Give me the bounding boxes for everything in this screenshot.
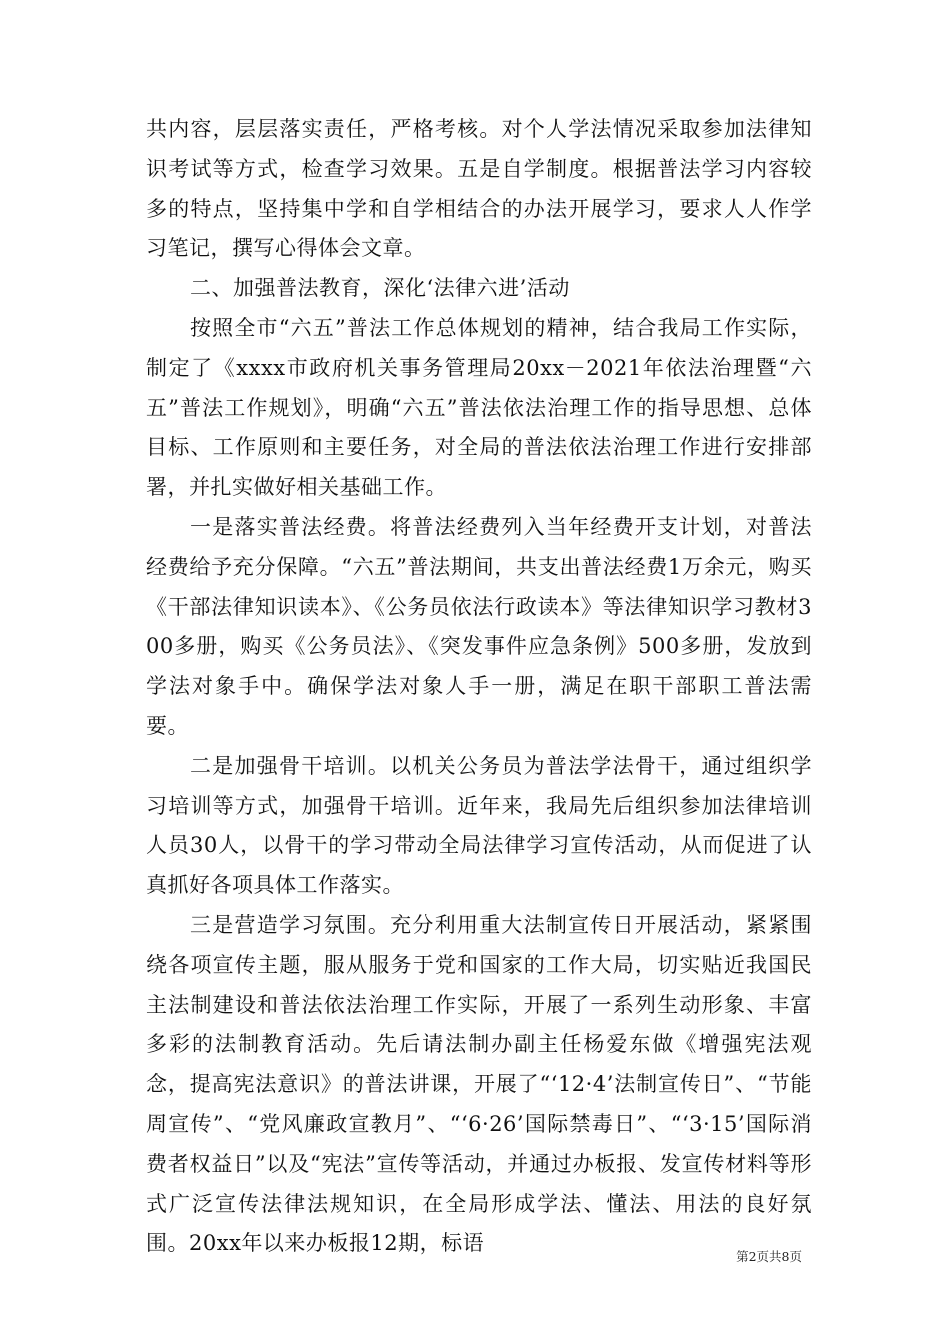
paragraph-funding: 一是落实普法经费。将普法经费列入当年经费开支计划，对普法经费给予充分保障。“六五”普法期间，共支出普法经费1万余元，购买《干部法律知识读本》、《公务员依法行政读本》等法律知识学习教材300多册，购买《公务员法》、《突发事件应急条例》500多册，发放到学法对象手中。确保学法对象人手一册，满足在职干部职工普法需要。 bbox=[146, 514, 812, 738]
paragraph-continuation: 共内容，层层落实责任，严格考核。对个人学法情况采取参加法律知识考试等方式，检查学习效果。五是自学制度。根据普法学习内容较多的特点，坚持集中学和自学相结合的办法开展学习，要求人人作学习笔记，撰写心得体会文章。 bbox=[146, 117, 812, 261]
paragraph-atmosphere: 三是营造学习氛围。充分利用重大法制宣传日开展活动，紧紧围绕各项宣传主题，服从服务于党和国家的工作大局，切实贴近我国民主法制建设和普法依法治理工作实际，开展了一系列生动形象、丰富多彩的法制教育活动。先后请法制办副主任杨爱东做《增强宪法观念，提高宪法意识》的普法讲课，开展了“‘12·4’法制宣传日”、“节能周宣传”、“党风廉政宣教月”、“‘6·26’国际禁毒日”、“‘3·15’国际消费者权益日”以及“宪法”宣传等活动，并通过办板报、发宣传材料等形式广泛宣传法律法规知识，在全局形成学法、懂法、用法的良好氛围。20xx年以来办板报12期，标语 bbox=[146, 912, 812, 1256]
paragraph-planning: 按照全市“六五”普法工作总体规划的精神，结合我局工作实际，制定了《xxxx市政府机关事务管理局20xx－2021年依法治理暨“六五”普法工作规划》，明确“六五”普法依法治理工作的指导思想、总体目标、工作原则和主要任务，对全局的普法依法治理工作进行安排部署，并扎实做好相关基础工作。 bbox=[146, 315, 812, 500]
paragraph-training: 二是加强骨干培训。以机关公务员为普法学法骨干，通过组织学习培训等方式，加强骨干培训。近年来，我局先后组织参加法律培训人员30人，以骨干的学习带动全局法律学习宣传活动，从而促进了认真抓好各项具体工作落实。 bbox=[146, 753, 812, 898]
document-body bbox=[146, 110, 812, 1264]
section-heading: 二、加强普法教育，深化‘法律六进’活动 bbox=[190, 276, 570, 301]
page-number-footer: 第2页共8页 bbox=[736, 1249, 802, 1264]
